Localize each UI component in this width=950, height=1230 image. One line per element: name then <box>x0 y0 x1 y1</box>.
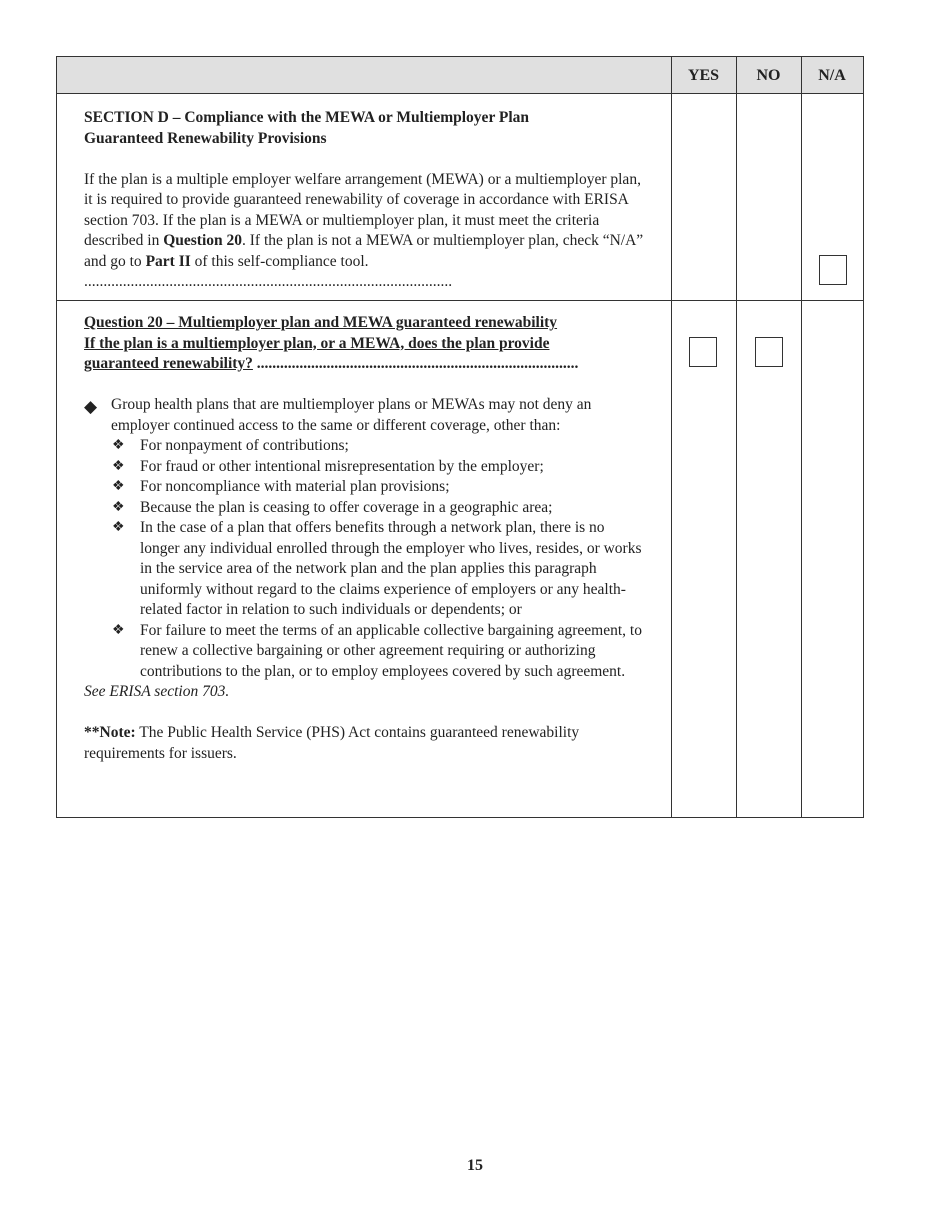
section-d-na-checkbox[interactable] <box>819 255 847 285</box>
question20-title-line1: Question 20 – Multiemployer plan and MEWA guaranteed renewability <box>84 314 558 331</box>
section-d-title <box>84 108 644 149</box>
column-divider <box>801 57 802 817</box>
question20-no-checkbox[interactable] <box>755 337 783 367</box>
question20-title <box>84 313 644 375</box>
list-item: ❖ Because the plan is ceasing to offer coverage in a geographic area; <box>84 498 644 519</box>
row-divider <box>57 300 863 301</box>
question-20-reference: Question 20 <box>163 232 243 249</box>
column-header-na: N/A <box>818 67 846 84</box>
fleuron-bullet-icon: ❖ <box>112 622 125 638</box>
fleuron-bullet-icon: ❖ <box>112 458 125 474</box>
list-item: ◆ Group health plans that are multiemployer plans or MEWAs may not deny an employer continued access to the same or different coverage, other than: <box>84 396 592 434</box>
section-d-title-line2: Guaranteed Renewability Provisions <box>84 129 327 147</box>
part-ii-reference: Part II <box>145 252 191 270</box>
diamond-bullet-icon: ◆ <box>84 397 98 416</box>
question20-block <box>84 313 644 764</box>
section-d-instructions: If the plan is a multiple employer welfare arrangement (MEWA) or a multiemployer plan, it is required to provide guaranteed renewability of coverage in accordance with ERISA section 703. If the plan is a MEWA or multiemployer plan, it must meet the criteria described in Question 20. If the plan is not a MEWA or multiemployer plan, check “N/A” and go to Part II of this self-compliance tool. ............................................................................................... <box>84 170 644 290</box>
section-d-block <box>84 108 644 293</box>
section-d-title-line1: SECTION D – Compliance with the MEWA or Multiemployer Plan <box>84 109 530 126</box>
question20-yes-checkbox[interactable] <box>689 337 717 367</box>
page-number: 15 <box>467 1157 483 1174</box>
phs-note: **Note: The Public Health Service (PHS) Act contains guaranteed renewability requirements for issuers. <box>84 724 580 762</box>
column-divider <box>671 57 672 817</box>
question20-title-line2: If the plan is a multiemployer plan, or a MEWA, does the plan provide <box>84 334 550 352</box>
note-label: **Note: <box>84 724 136 741</box>
column-header-yes: YES <box>687 67 720 84</box>
fleuron-bullet-icon: ❖ <box>112 479 125 494</box>
question20-leader-dots: ................................................................................... <box>252 355 579 372</box>
fleuron-bullet-icon: ❖ <box>112 438 125 453</box>
list-item: ❖ For failure to meet the terms of an applicable collective bargaining agreement, to renew a collective bargaining or other agreement requiring or authorizing contributions to the plan, or to employ employees covered by such agreement. <box>112 621 642 680</box>
column-divider <box>736 57 737 817</box>
fleuron-bullet-icon: ❖ <box>112 520 125 535</box>
question20-title-line3: guaranteed renewability? <box>84 355 253 372</box>
list-item: ❖ For nonpayment of contributions; <box>84 436 644 457</box>
fleuron-bullet-icon: ❖ <box>112 499 125 515</box>
list-item: ❖ For noncompliance with material plan provisions; <box>84 477 644 498</box>
list-item: ❖ In the case of a plan that offers benefits through a network plan, there is no longer any individual enrolled through the employer who lives, resides, or works in the service area of the network plan and the plan applies this paragraph uniformly without regard to the claims experience of employers or any health-related factor in relation to such individuals or dependents; or <box>112 519 642 618</box>
erisa-reference: See ERISA section 703. <box>84 683 230 700</box>
column-header-no: NO <box>756 67 781 84</box>
list-item: ❖ For fraud or other intentional misrepresentation by the employer; <box>84 457 644 478</box>
